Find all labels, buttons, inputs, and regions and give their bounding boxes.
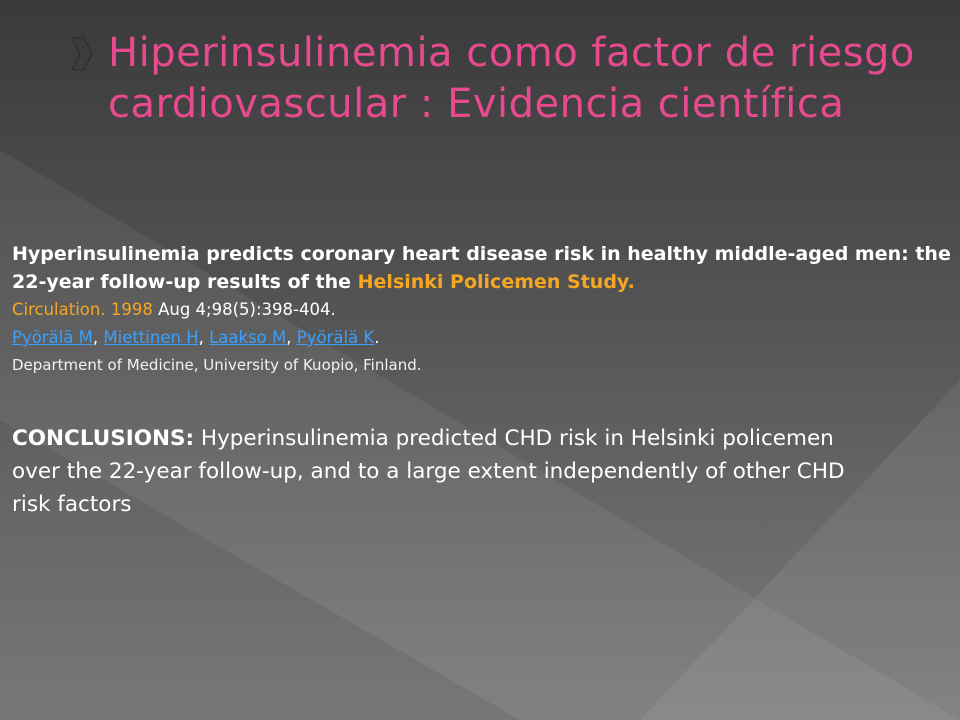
author-link-laakso-m[interactable]: Laakso M: [209, 328, 287, 347]
reference-title-main: Hyperinsulinemia predicts coronary heart disease risk in healthy middle-aged men: the 22-year follow-up results of the: [12, 243, 951, 293]
citation-line: [12, 296, 957, 324]
conclusion-label: CONCLUSIONS:: [12, 426, 195, 451]
author-separator: ,: [286, 328, 297, 347]
author-link-pyorala-k[interactable]: Pyörälä K: [296, 328, 375, 347]
study-name: Helsinki Policemen Study: [357, 271, 628, 293]
author-list: [12, 324, 957, 352]
conclusion-paragraph: [12, 422, 872, 521]
department-affiliation: Department of Medicine, University of Kuopio, Finland.: [12, 356, 422, 374]
authors-end: .: [374, 328, 380, 347]
conclusion-text: Hyperinsulinemia predicted CHD risk in Helsinki policemen over the 22-year follow-up, and to a large extent independently of other CHD risk factors: [12, 426, 845, 517]
author-link-pyorala-m[interactable]: Pyörälä M: [12, 328, 93, 347]
reference-title-end: .: [627, 271, 635, 293]
reference-title: [12, 240, 957, 296]
citation-details: Aug 4;98(5):398-404.: [152, 300, 336, 319]
slide-title: Hiperinsulinemia como factor de riesgo cardiovascular : Evidencia científica: [108, 30, 915, 127]
chevron-right-icon: [70, 36, 94, 72]
author-separator: ,: [198, 328, 210, 347]
author-link-miettinen-h[interactable]: Miettinen H: [103, 328, 199, 347]
slide-content: [12, 240, 957, 521]
author-separator: ,: [92, 328, 104, 347]
journal-name: Circulation. 1998: [12, 300, 153, 319]
